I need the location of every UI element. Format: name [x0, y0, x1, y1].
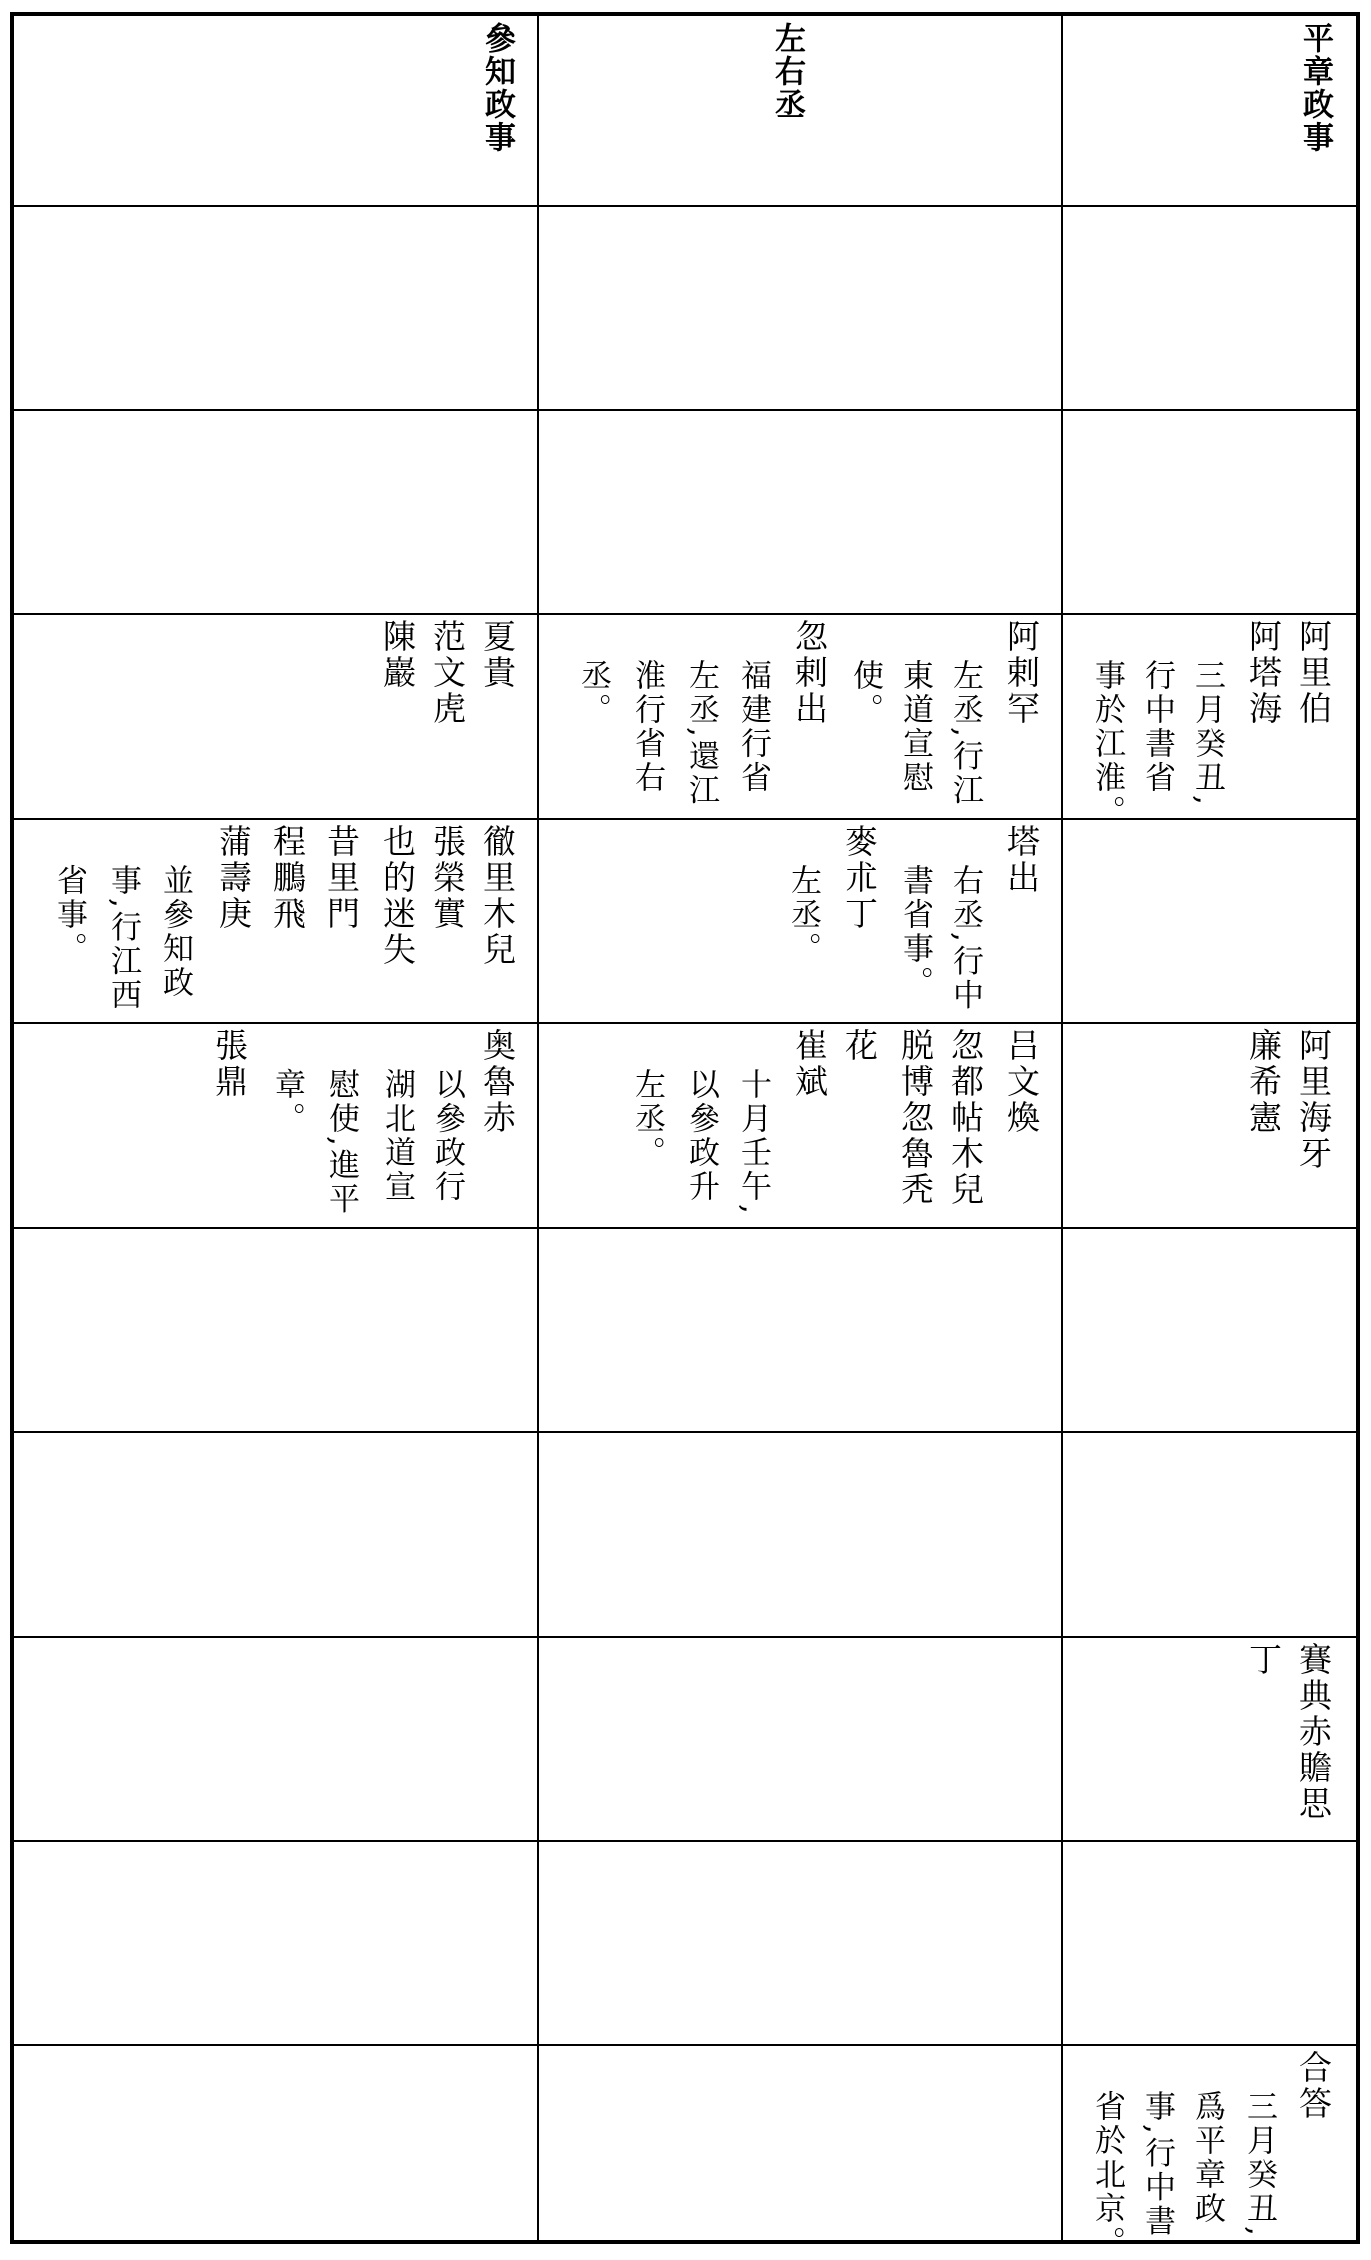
official-note: 省事。 — [51, 864, 87, 966]
official-name: 蒲壽庚 — [214, 824, 253, 932]
header-can-zhi: 參知政事 — [479, 22, 515, 154]
official-note: 以參政升 — [683, 1068, 719, 1204]
row-divider — [14, 613, 1356, 615]
official-note: 使。 — [847, 659, 883, 727]
official-name: 陳巖 — [378, 619, 417, 691]
official-note: 三月癸丑, — [1189, 659, 1225, 808]
column-divider — [537, 16, 539, 2240]
official-name: 阿剌罕 — [1002, 619, 1041, 727]
official-name: 合答 — [1294, 2050, 1333, 2122]
official-note: 書省事。 — [897, 864, 933, 1000]
official-name: 花 — [840, 1028, 879, 1064]
official-note: 左丞。 — [785, 864, 821, 966]
row-divider — [14, 409, 1356, 411]
row-divider — [14, 1022, 1356, 1024]
official-table — [10, 12, 1360, 2260]
row-divider — [14, 1227, 1356, 1229]
official-name: 夏貴 — [478, 619, 517, 691]
official-note: 右丞,行中 — [947, 864, 983, 1013]
row-divider — [14, 1840, 1356, 1842]
official-note: 並參知政 — [157, 864, 193, 1000]
official-name: 范文虎 — [428, 619, 467, 727]
header-zuo-you-cheng: 左右丞 — [769, 22, 805, 121]
official-name: 也的迷失 — [378, 824, 417, 968]
official-name: 廉希憲 — [1244, 1028, 1283, 1136]
official-name: 阿里伯 — [1294, 619, 1333, 727]
official-note: 行中書省 — [1139, 659, 1175, 795]
official-note: 左丞。 — [629, 1068, 665, 1170]
official-name: 丁 — [1244, 1642, 1283, 1678]
official-note: 以參政行 — [429, 1068, 465, 1204]
column-divider — [1061, 16, 1063, 2240]
official-name: 程鵬飛 — [268, 824, 307, 932]
row-divider — [14, 205, 1356, 207]
official-note: 省於北京。 — [1089, 2090, 1125, 2260]
official-name: 忽都帖木兒 — [946, 1028, 985, 1208]
official-note: 左丞,行江 — [947, 659, 983, 808]
official-note: 爲平章政 — [1189, 2090, 1225, 2226]
official-name: 阿塔海 — [1244, 619, 1283, 727]
official-name: 吕文煥 — [1002, 1028, 1041, 1136]
official-name: 忽剌出 — [790, 619, 829, 727]
official-note: 章。 — [269, 1068, 305, 1136]
official-name: 徹里木兒 — [478, 824, 517, 968]
official-note: 丞。 — [575, 659, 611, 727]
row-divider — [14, 1431, 1356, 1433]
official-note: 事於江淮。 — [1089, 659, 1125, 829]
official-name: 張鼎 — [210, 1028, 249, 1100]
row-divider — [14, 818, 1356, 820]
official-name: 塔出 — [1002, 824, 1041, 896]
official-name: 昔里門 — [322, 824, 361, 932]
official-name: 阿里海牙 — [1294, 1028, 1333, 1172]
official-note: 慰使,進平 — [323, 1068, 359, 1217]
official-name: 麥朮丁 — [840, 824, 879, 932]
official-name: 張榮實 — [428, 824, 467, 932]
official-note: 福建行省 — [735, 659, 771, 795]
official-note: 湖北道宣 — [379, 1068, 415, 1204]
official-name: 崔斌 — [790, 1028, 829, 1100]
row-divider — [14, 1636, 1356, 1638]
official-note: 三月癸丑, — [1241, 2090, 1277, 2239]
official-note: 十月壬午, — [735, 1068, 771, 1217]
official-note: 東道宣慰 — [897, 659, 933, 795]
official-name: 賽典赤贍思 — [1294, 1642, 1333, 1822]
row-divider — [14, 2044, 1356, 2046]
official-name: 奥魯赤 — [478, 1028, 517, 1136]
official-name: 脱博忽魯秃 — [896, 1028, 935, 1208]
official-note: 左丞,還江 — [683, 659, 719, 808]
header-ping-zhang: 平章政事 — [1297, 22, 1333, 154]
official-note: 事,行中書 — [1139, 2090, 1175, 2239]
official-note: 事,行江西 — [105, 864, 141, 1013]
official-note: 淮行省右 — [629, 659, 665, 795]
